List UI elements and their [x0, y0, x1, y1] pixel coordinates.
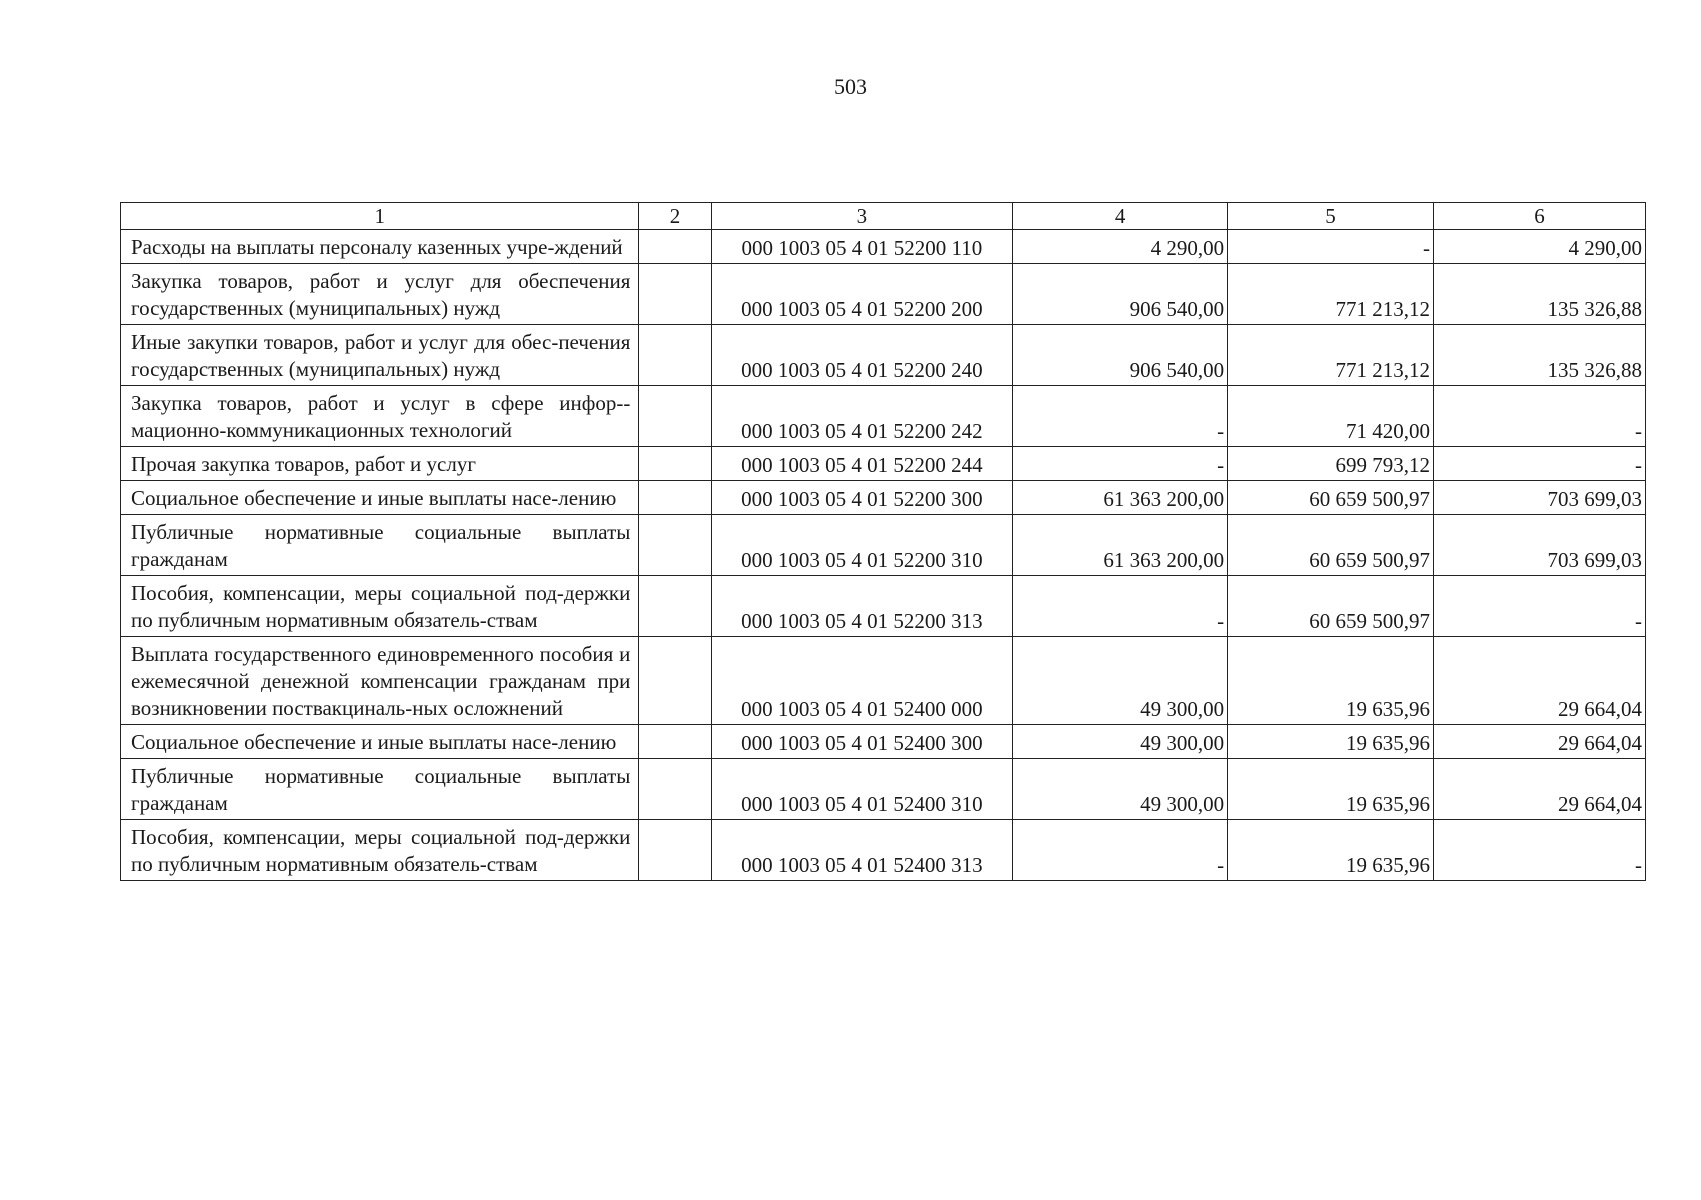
table-body: [121, 230, 1646, 881]
row-col6-cell: -: [1434, 820, 1646, 881]
table-row: [121, 481, 1646, 515]
row-col5-cell: 699 793,12: [1228, 447, 1434, 481]
row-col5-cell: 19 635,96: [1228, 759, 1434, 820]
row-code-cell: 000 1003 05 4 01 52400 313: [711, 820, 1012, 881]
row-col5-cell: 19 635,96: [1228, 725, 1434, 759]
row-name-cell: Закупка товаров, работ и услуг для обеспечения государственных (муниципальных) нужд: [121, 264, 639, 325]
row-col4-cell: 49 300,00: [1013, 759, 1228, 820]
table-header: [121, 203, 1646, 230]
header-col-2: 2: [639, 203, 711, 230]
row-col2-cell: [639, 386, 711, 447]
row-col6-cell: 29 664,04: [1434, 759, 1646, 820]
table-row: [121, 447, 1646, 481]
header-col-1: 1: [121, 203, 639, 230]
table-row: [121, 515, 1646, 576]
row-col4-cell: 61 363 200,00: [1013, 481, 1228, 515]
row-col4-cell: 61 363 200,00: [1013, 515, 1228, 576]
row-col6-cell: 29 664,04: [1434, 637, 1646, 725]
row-col6-cell: 135 326,88: [1434, 264, 1646, 325]
row-col2-cell: [639, 820, 711, 881]
row-code-cell: 000 1003 05 4 01 52400 000: [711, 637, 1012, 725]
row-col5-cell: 71 420,00: [1228, 386, 1434, 447]
row-code-cell: 000 1003 05 4 01 52200 242: [711, 386, 1012, 447]
header-col-6: 6: [1434, 203, 1646, 230]
row-name-cell: Закупка товаров, работ и услуг в сфере инфор-мационно-коммуникационных технологий: [121, 386, 639, 447]
page-number: 503: [834, 74, 867, 99]
row-col2-cell: [639, 230, 711, 264]
row-col5-cell: 60 659 500,97: [1228, 515, 1434, 576]
table-row: [121, 325, 1646, 386]
row-col6-cell: -: [1434, 447, 1646, 481]
row-col5-cell: 771 213,12: [1228, 264, 1434, 325]
header-col-5: 5: [1228, 203, 1434, 230]
row-col2-cell: [639, 264, 711, 325]
row-name-cell: Выплата государственного единовременного пособия и ежемесячной денежной компенсации гражданам при возникновении поствакциналь-ных осложнений: [121, 637, 639, 725]
row-col5-cell: 19 635,96: [1228, 820, 1434, 881]
row-code-cell: 000 1003 05 4 01 52200 240: [711, 325, 1012, 386]
row-col6-cell: 703 699,03: [1434, 481, 1646, 515]
row-col2-cell: [639, 325, 711, 386]
row-col6-cell: 703 699,03: [1434, 515, 1646, 576]
row-col5-cell: -: [1228, 230, 1434, 264]
row-code-cell: 000 1003 05 4 01 52400 300: [711, 725, 1012, 759]
row-col5-cell: 771 213,12: [1228, 325, 1434, 386]
row-col4-cell: -: [1013, 576, 1228, 637]
row-code-cell: 000 1003 05 4 01 52200 313: [711, 576, 1012, 637]
table-row: [121, 637, 1646, 725]
row-col6-cell: 29 664,04: [1434, 725, 1646, 759]
table-row: [121, 264, 1646, 325]
row-col2-cell: [639, 481, 711, 515]
table-row: [121, 820, 1646, 881]
row-name-cell: Иные закупки товаров, работ и услуг для обес-печения государственных (муниципальных) нужд: [121, 325, 639, 386]
row-name-cell: Пособия, компенсации, меры социальной под-держки по публичным нормативным обязатель-ствам: [121, 576, 639, 637]
row-code-cell: 000 1003 05 4 01 52200 300: [711, 481, 1012, 515]
row-col5-cell: 60 659 500,97: [1228, 576, 1434, 637]
row-col2-cell: [639, 637, 711, 725]
row-name-cell: Пособия, компенсации, меры социальной под-держки по публичным нормативным обязатель-ствам: [121, 820, 639, 881]
row-col2-cell: [639, 447, 711, 481]
row-col4-cell: 4 290,00: [1013, 230, 1228, 264]
row-code-cell: 000 1003 05 4 01 52400 310: [711, 759, 1012, 820]
budget-report-table: [120, 202, 1646, 881]
row-col4-cell: -: [1013, 820, 1228, 881]
row-col2-cell: [639, 759, 711, 820]
row-code-cell: 000 1003 05 4 01 52200 244: [711, 447, 1012, 481]
row-name-cell: Социальное обеспечение и иные выплаты насе-лению: [121, 725, 639, 759]
row-col2-cell: [639, 515, 711, 576]
row-col4-cell: 906 540,00: [1013, 325, 1228, 386]
row-col5-cell: 60 659 500,97: [1228, 481, 1434, 515]
header-col-4: 4: [1013, 203, 1228, 230]
header-row: [121, 203, 1646, 230]
table-row: [121, 230, 1646, 264]
row-col6-cell: 135 326,88: [1434, 325, 1646, 386]
row-col2-cell: [639, 576, 711, 637]
row-code-cell: 000 1003 05 4 01 52200 310: [711, 515, 1012, 576]
row-name-cell: Расходы на выплаты персоналу казенных учре-ждений: [121, 230, 639, 264]
row-code-cell: 000 1003 05 4 01 52200 110: [711, 230, 1012, 264]
row-col2-cell: [639, 725, 711, 759]
row-col4-cell: -: [1013, 447, 1228, 481]
row-code-cell: 000 1003 05 4 01 52200 200: [711, 264, 1012, 325]
row-name-cell: Социальное обеспечение и иные выплаты насе-лению: [121, 481, 639, 515]
table-row: [121, 576, 1646, 637]
row-col4-cell: 49 300,00: [1013, 725, 1228, 759]
table-row: [121, 725, 1646, 759]
row-col6-cell: -: [1434, 576, 1646, 637]
row-col6-cell: -: [1434, 386, 1646, 447]
row-col4-cell: 906 540,00: [1013, 264, 1228, 325]
row-col4-cell: -: [1013, 386, 1228, 447]
table-row: [121, 759, 1646, 820]
row-col6-cell: 4 290,00: [1434, 230, 1646, 264]
header-col-3: 3: [711, 203, 1012, 230]
row-col4-cell: 49 300,00: [1013, 637, 1228, 725]
row-name-cell: Прочая закупка товаров, работ и услуг: [121, 447, 639, 481]
row-name-cell: Публичные нормативные социальные выплаты гражданам: [121, 759, 639, 820]
row-col5-cell: 19 635,96: [1228, 637, 1434, 725]
table-row: [121, 386, 1646, 447]
row-name-cell: Публичные нормативные социальные выплаты гражданам: [121, 515, 639, 576]
